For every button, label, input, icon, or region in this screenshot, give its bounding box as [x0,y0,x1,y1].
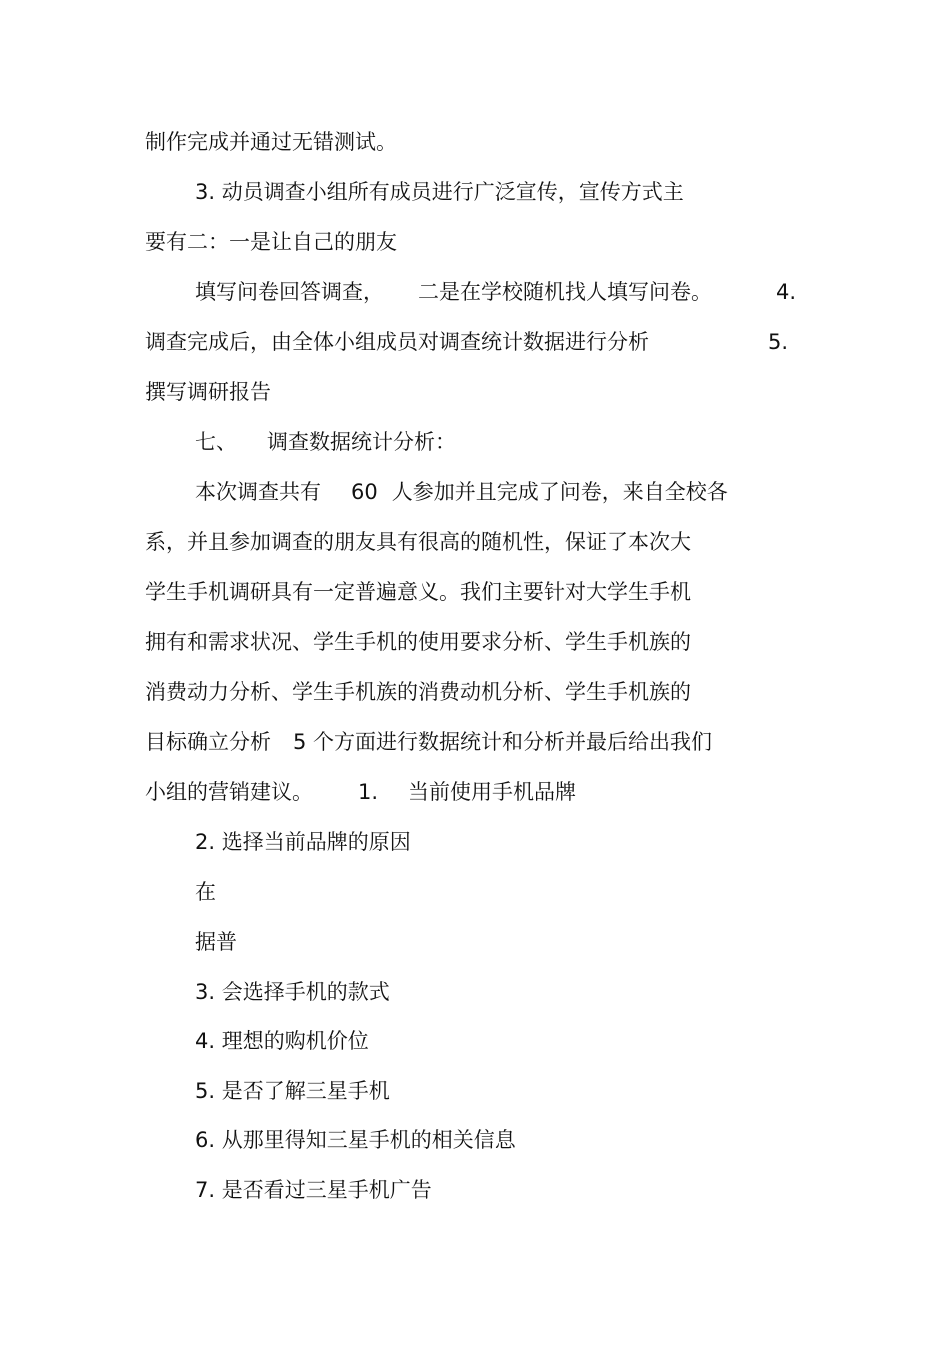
paragraph-line [195,478,728,506]
list-item [195,828,411,856]
list-number: 1. [358,780,379,804]
paragraph-line [145,678,691,706]
text-span: 二是在学校随机找人填写问卷。 [418,280,712,304]
paragraph-line [418,278,712,306]
text-span: 调查完成后，由全体小组成员对调查统计数据进行分析 [145,330,649,354]
paragraph-line [145,378,271,406]
paragraph-line [145,778,576,806]
text-span: 5. 是否了解三星手机 [195,1079,390,1103]
paragraph-line [145,728,712,756]
text-span: 5 个方面进行数据统计和分析并最后给出我们 [293,730,713,754]
text-span: 3. 会选择手机的款式 [195,980,390,1004]
list-item [195,1176,432,1204]
text-span: 拥有和需求状况、学生手机的使用要求分析、学生手机族的 [145,630,691,654]
section-heading [195,428,456,456]
paragraph-line [145,328,649,356]
paragraph-line [195,178,684,206]
paragraph-line [776,278,796,306]
text-span: 据普 [195,930,237,954]
text-span: 小组的营销建议。 [145,780,313,804]
text-span: 制作完成并通过无错测试。 [145,130,397,154]
text-span: 6. 从那里得知三星手机的相关信息 [195,1128,516,1152]
paragraph-line [145,528,691,556]
text-span: 在 [195,880,216,904]
paragraph-line [195,878,216,906]
list-item [195,1126,516,1154]
paragraph-line [145,628,691,656]
text-span: 2. 选择当前品牌的原因 [195,830,411,854]
text-span: 系，并且参加调查的朋友具有很高的随机性，保证了本次大 [145,530,691,554]
paragraph-line [145,128,397,156]
text-span: 7. 是否看过三星手机广告 [195,1178,432,1202]
text-span: 消费动力分析、学生手机族的消费动机分析、学生手机族的 [145,680,691,704]
section-title: 调查数据统计分析： [267,430,456,454]
text-span: 填写问卷回答调查， [195,280,384,304]
text-span: 3. 动员调查小组所有成员进行广泛宣传，宣传方式主 [195,180,684,204]
text-span: 目标确立分析 [145,730,271,754]
text-span: 人参加并且完成了问卷，来自全校各 [391,480,728,504]
section-number: 七、 [195,430,237,454]
text-span: 4. 理想的购机价位 [195,1029,369,1053]
list-item [195,1027,369,1055]
list-number: 5. [768,330,789,354]
text-span: 本次调查共有 [195,480,321,504]
text-span: 撰写调研报告 [145,380,271,404]
paragraph-line [145,228,397,256]
paragraph-line [768,328,788,356]
participant-count: 60 [351,480,378,504]
text-span: 学生手机调研具有一定普遍意义。我们主要针对大学生手机 [145,580,691,604]
paragraph-line [145,578,691,606]
list-item [195,978,390,1006]
paragraph-line [195,928,237,956]
text-span: 当前使用手机品牌 [408,780,577,804]
paragraph-line [195,278,384,306]
list-item [195,1077,390,1105]
list-number: 4. [776,280,797,304]
text-span: 要有二：一是让自己的朋友 [145,230,397,254]
